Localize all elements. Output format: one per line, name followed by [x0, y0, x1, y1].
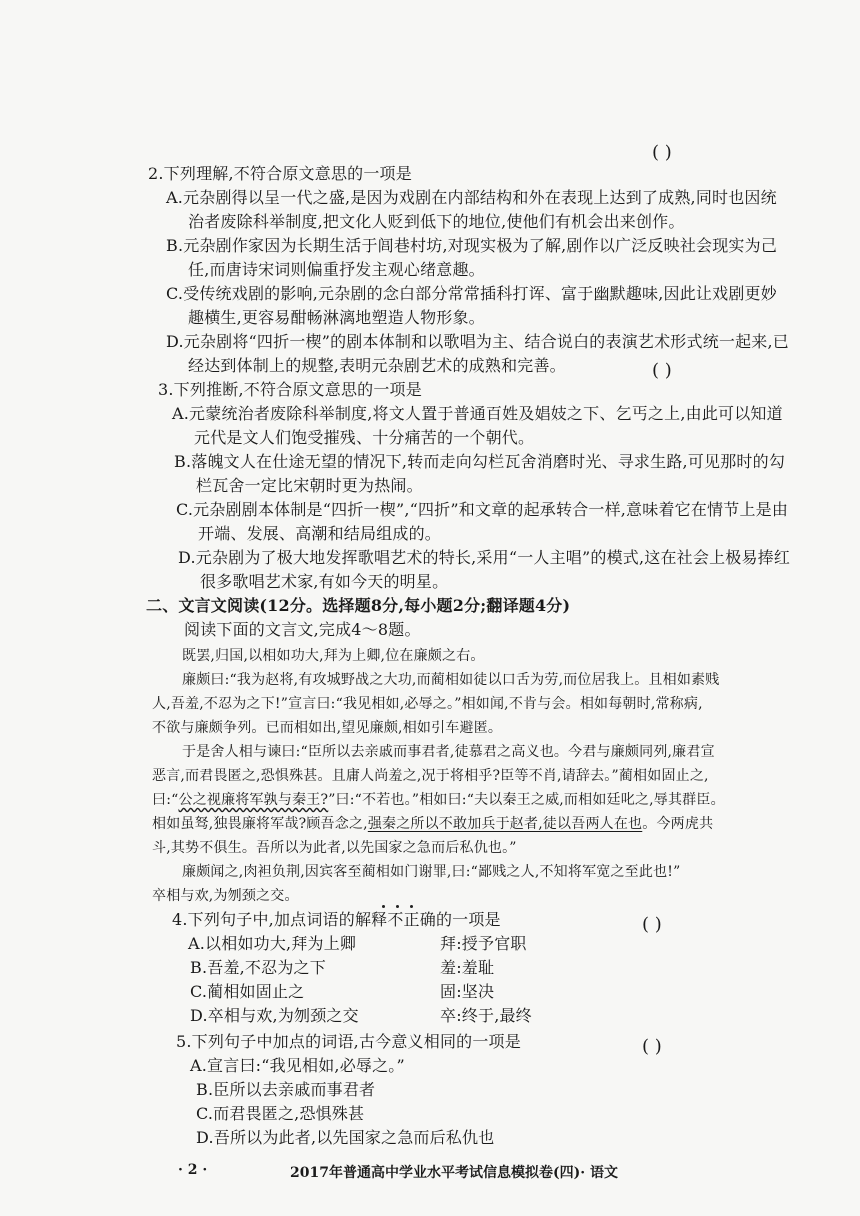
passage-p2-line3: 不欲与廉颇争列。已而相如出,望见廉颇,相如引车避匿。 [152, 720, 503, 736]
footer-title: 2017年普通高中学业水平考试信息模拟卷(四)· 语文 [290, 1165, 618, 1181]
emphasis-dot [382, 905, 385, 908]
q3-answer-paren: ( ) [652, 360, 672, 381]
passage-p4-line1: 廉颇闻之,肉袒负荆,因宾客至蔺相如门谢罪,曰:“鄙贱之人,不知将军宽之至此也!” [182, 864, 681, 880]
q3-option-c-line2: 开端、发展、高潮和结局组成的。 [198, 524, 442, 543]
passage-p3-line1: 于是舍人相与谏曰:“臣所以去亲戚而事君者,徒慕君之高义也。今君与廉颇同列,廉君宣 [182, 744, 715, 760]
q4-option-b-explanation: 羞:羞耻 [440, 958, 495, 977]
passage-p3-line4 [152, 814, 713, 834]
q4-stem: 4.下列句子中,加点词语的解释不正确的一项是 [172, 910, 501, 929]
q4-option-a: A.以相如功大,拜为上卿 [188, 934, 357, 953]
q3-option-d-line2: 很多歌唱艺术家,有如今天的明星。 [200, 572, 449, 591]
q5-option-d: D.吾所以为此者,以先国家之急而后私仇也 [196, 1128, 495, 1147]
q4-option-d-explanation: 卒:终于,最终 [440, 1006, 532, 1025]
q4-option-b: B.吾羞,不忍为之下 [190, 958, 326, 977]
q4-answer-paren: ( ) [642, 914, 662, 935]
q5-option-b: B.臣所以去亲戚而事君者 [196, 1080, 376, 1099]
q2-option-d-line1: D.元杂剧将“四折一楔”的剧本体制和以歌唱为主、结合说白的表演艺术形式统一起来,已 [166, 332, 789, 351]
q2-answer-paren: ( ) [652, 142, 672, 163]
q4-option-a-explanation: 拜:授予官职 [440, 934, 527, 953]
q4-option-c-explanation: 固:坚决 [440, 982, 495, 1001]
q3-option-a-line2: 元代是文人们饱受摧残、十分痛苦的一个朝代。 [194, 428, 535, 447]
emphasis-dot [396, 905, 399, 908]
page-number: · 2 · [178, 1162, 208, 1178]
passage-p1: 既罢,归国,以相如功大,拜为上卿,位在廉颇之右。 [182, 648, 485, 664]
q5-stem: 5.下列句子中加点的词语,古今意义相同的一项是 [176, 1032, 521, 1051]
q3-option-b-line2: 栏瓦舍一定比宋朝时更为热闹。 [196, 476, 423, 495]
passage-p3-line5: 斗,其势不俱生。吾所以为此者,以先国家之急而后私仇也。” [152, 840, 517, 856]
q2-option-c-line1: C.受传统戏剧的影响,元杂剧的念白部分常常插科打诨、富于幽默趣味,因此让戏剧更妙 [166, 284, 777, 303]
passage-p2-line1: 廉颇曰:“我为赵将,有攻城野战之大功,而蔺相如徒以口舌为劳,而位居我上。且相如素贱 [182, 672, 720, 688]
q2-option-d-line2: 经达到体制上的规整,表明元杂剧艺术的成熟和完善。 [188, 356, 566, 375]
q2-option-b-line2: 任,而唐诗宋词则偏重抒发主观心绪意趣。 [188, 260, 485, 279]
q2-stem: 2.下列理解,不符合原文意思的一项是 [148, 164, 412, 183]
passage-p3-line4-pre: 相如虽驽,独畏廉将军哉?顾吾念之, [152, 816, 368, 832]
q2-option-c-line2: 趣横生,更容易酣畅淋漓地塑造人物形象。 [188, 308, 485, 327]
q5-option-a: A.宣言曰:“我见相如,必辱之。” [190, 1056, 405, 1075]
q4-option-d: D.卒相与欢,为刎颈之交 [190, 1006, 359, 1025]
passage-p3-line4-post: 。今两虎共 [642, 816, 714, 832]
q5-option-c: C.而君畏匿之,恐惧殊甚 [196, 1104, 365, 1123]
q3-option-a-line1: A.元蒙统治者废除科举制度,将文人置于普通百姓及娼妓之下、乞丐之上,由此可以知道 [172, 404, 783, 423]
q5-answer-paren: ( ) [642, 1036, 662, 1057]
passage-p3-line2: 恶言,而君畏匿之,恐惧殊甚。且庸人尚羞之,况于将相乎?臣等不肖,请辞去。”蔺相如固止之, [152, 768, 709, 784]
passage-p3-line3-post: ”曰:“不若也。”相如曰:“夫以秦王之威,而相如廷叱之,辱其群臣。 [328, 792, 725, 808]
translation-sentence-1: 公之视廉将军孰与秦王? [178, 792, 329, 808]
section-2-intro: 阅读下面的文言文,完成4～8题。 [184, 620, 421, 639]
passage-p2-line2: 人,吾羞,不忍为之下!”宣言曰:“我见相如,必辱之。”相如闻,不肯与会。相如每朝时,常称病, [152, 696, 703, 712]
q2-option-a-line1: A.元杂剧得以呈一代之盛,是因为戏剧在内部结构和外在表现上达到了成熟,同时也因统 [166, 188, 777, 207]
translation-sentence-2: 强秦之所以不敢加兵于赵者,徒以吾两人在也 [367, 816, 643, 832]
passage-p3-line3 [152, 790, 725, 810]
emphasis-dot [410, 905, 413, 908]
q2-option-b-line1: B.元杂剧作家因为长期生活于闾巷村坊,对现实极为了解,剧作以广泛反映社会现实为己 [166, 236, 778, 255]
passage-p4-line2: 卒相与欢,为刎颈之交。 [152, 888, 299, 904]
passage-p3-line3-pre: 曰:“ [152, 792, 179, 808]
q4-option-c: C.蔺相如固止之 [190, 982, 305, 1001]
q3-option-c-line1: C.元杂剧剧本体制是“四折一楔”,“四折”和文章的起承转合一样,意味着它在情节上是由 [176, 500, 789, 519]
q3-option-b-line1: B.落魄文人在仕途无望的情况下,转而走向勾栏瓦舍消磨时光、寻求生路,可见那时的勾 [174, 452, 786, 471]
q3-stem: 3.下列推断,不符合原文意思的一项是 [158, 380, 422, 399]
q2-option-a-line2: 治者废除科举制度,把文化人贬到低下的地位,使他们有机会出来创作。 [188, 212, 685, 231]
q3-option-d-line1: D.元杂剧为了极大地发挥歌唱艺术的特长,采用“一人主唱”的模式,这在社会上极易捧红 [178, 548, 791, 567]
section-2-title: 二、文言文阅读(12分。选择题8分,每小题2分;翻译题4分) [146, 596, 571, 615]
